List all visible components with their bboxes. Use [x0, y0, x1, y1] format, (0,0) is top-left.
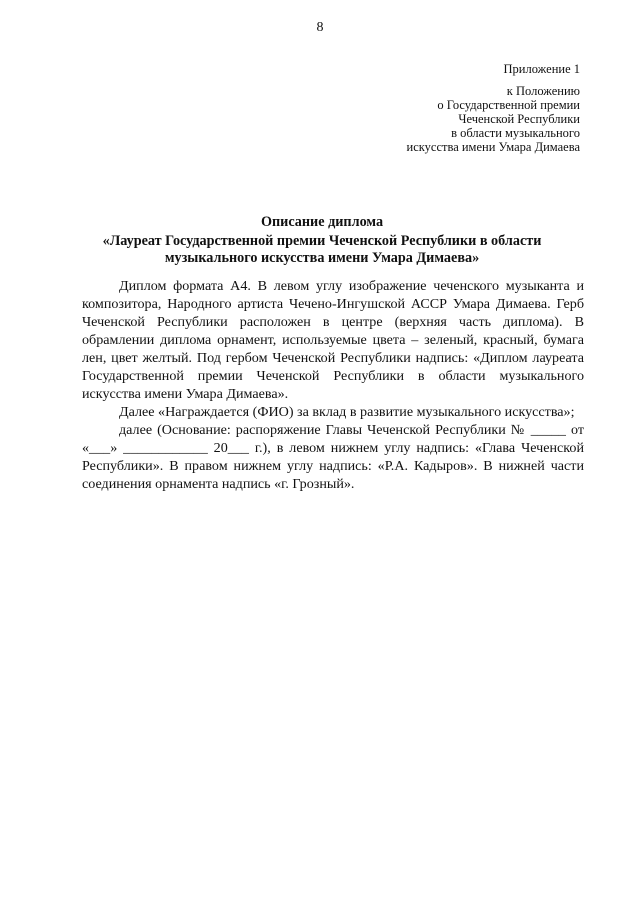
appendix-line: Чеченской Республики — [458, 112, 580, 126]
appendix-header — [320, 62, 580, 154]
document-title-block — [60, 214, 584, 267]
document-subtitle: «Лауреат Государственной премии Чеченской Республики в области музыкального искусства имени Умара Димаева» — [102, 233, 542, 266]
appendix-title: Приложение 1 — [503, 62, 580, 76]
document-body — [82, 277, 584, 493]
body-paragraph: Диплом формата А4. В левом углу изображение чеченского музыканта и композитора, Народного артиста Чечено-Ингушской АССР Умара Димаева. Герб Чеченской Республики расположен в центре (верхняя часть диплома). В обрамлении диплома орнамент, используемые цвета – зеленый, красный, бумага лен, цвет желтый. Под гербом Чеченской Республики надпись: «Диплом лауреата Государственной премии Чеченской Республики в области музыкального искусства имени Умара Димаева». — [82, 278, 584, 402]
body-paragraph: Далее «Награждается (ФИО) за вклад в развитие музыкального искусства»; — [119, 404, 575, 420]
appendix-line: в области музыкального — [451, 126, 580, 140]
appendix-line: о Государственной премии — [437, 98, 580, 112]
document-heading: Описание диплома — [260, 214, 384, 230]
page-number: 8 — [316, 20, 324, 35]
body-paragraph: далее (Основание: распоряжение Главы Чеченской Республики № _____ от «___» ____________ 20___ г.), в левом нижнем углу надпись: «Глава Чеченской Республики». В правом нижнем углу надпись: «Р.А. Кадыров». В нижней части соединения орнамента надпись «г. Грозный». — [82, 422, 584, 492]
appendix-line: к Положению — [506, 84, 580, 98]
appendix-line: искусства имени Умара Димаева — [406, 140, 580, 154]
